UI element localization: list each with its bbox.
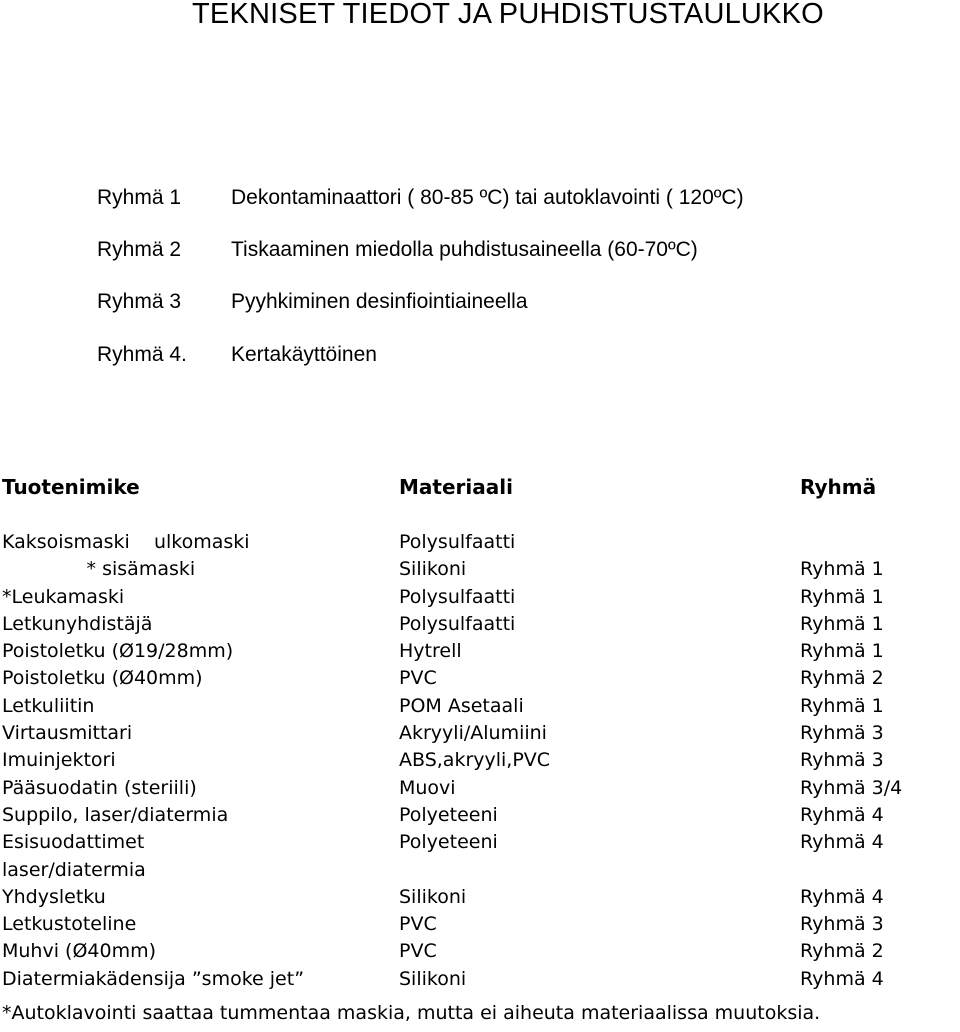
cell-product: Letkuliitin xyxy=(2,694,95,717)
cell-material: Hytrell xyxy=(399,640,462,663)
cell-group: Ryhmä 2 xyxy=(800,667,884,690)
cell-product: laser/diatermia xyxy=(2,858,146,881)
table-row xyxy=(0,611,960,638)
group-description: Tiskaaminen miedolla puhdistusaineella (60-70ºC) xyxy=(231,238,698,261)
header-group: Ryhmä xyxy=(800,475,877,499)
group-name: Ryhmä 1 xyxy=(97,186,182,209)
table-header xyxy=(0,475,960,505)
cell-material: Polyeteeni xyxy=(399,803,498,826)
table-row xyxy=(0,720,960,747)
group-description: Dekontaminaattori ( 80-85 ºC) tai autoklavointi ( 120ºC) xyxy=(231,186,744,209)
cell-material: ABS,akryyli,PVC xyxy=(399,749,551,772)
cell-group: Ryhmä 3 xyxy=(800,913,884,936)
cell-material: Polyeteeni xyxy=(399,831,498,854)
cell-product: * sisämaski xyxy=(2,558,196,581)
cell-group: Ryhmä 1 xyxy=(800,612,884,635)
header-product: Tuotenimike xyxy=(2,475,140,499)
cell-group: Ryhmä 4 xyxy=(800,803,884,826)
table-row xyxy=(0,857,960,884)
group-name: Ryhmä 3 xyxy=(97,290,182,313)
table-row xyxy=(0,693,960,720)
cell-material: Silikoni xyxy=(399,885,467,908)
table-row xyxy=(0,638,960,665)
cell-product: Virtausmittari xyxy=(2,722,133,745)
cell-group: Ryhmä 4 xyxy=(800,831,884,854)
table-row xyxy=(0,529,960,556)
cell-product: Suppilo, laser/diatermia xyxy=(2,803,229,826)
table-row xyxy=(0,884,960,911)
cell-product: Letkunyhdistäjä xyxy=(2,612,153,635)
cell-product: Yhdysletku xyxy=(2,885,106,908)
cell-product: Pääsuodatin (steriili) xyxy=(2,776,197,799)
cell-material: Silikoni xyxy=(399,967,467,990)
cell-material: PVC xyxy=(399,913,437,936)
footnote: *Autoklavointi saattaa tummentaa maskia, mutta ei aiheuta materiaalissa muutoksia. xyxy=(2,1002,821,1024)
table-row xyxy=(0,775,960,802)
header-material: Materiaali xyxy=(399,475,513,499)
table-row xyxy=(0,911,960,938)
table-row xyxy=(0,966,960,993)
cell-product: Poistoletku (Ø40mm) xyxy=(2,667,203,690)
table-row xyxy=(0,584,960,611)
cell-group: Ryhmä 1 xyxy=(800,694,884,717)
table-row xyxy=(0,556,960,583)
table-row xyxy=(0,938,960,965)
table-row xyxy=(0,802,960,829)
cell-material: Polysulfaatti xyxy=(399,612,516,635)
cell-material: POM Asetaali xyxy=(399,694,524,717)
group-description: Kertakäyttöinen xyxy=(231,343,377,366)
cell-product: Letkustoteline xyxy=(2,913,137,936)
cell-group: Ryhmä 1 xyxy=(800,640,884,663)
cell-group: Ryhmä 3 xyxy=(800,749,884,772)
group-description: Pyyhkiminen desinfiointiaineella xyxy=(231,290,528,313)
cell-product: *Leukamaski xyxy=(2,585,125,608)
product-table xyxy=(0,529,960,993)
group-name: Ryhmä 4. xyxy=(97,343,187,366)
group-name: Ryhmä 2 xyxy=(97,238,182,261)
cell-material: PVC xyxy=(399,667,437,690)
cell-group: Ryhmä 1 xyxy=(800,558,884,581)
cell-group: Ryhmä 3 xyxy=(800,722,884,745)
table-row xyxy=(0,747,960,774)
cell-product: Muhvi (Ø40mm) xyxy=(2,940,157,963)
cell-product: Esisuodattimet xyxy=(2,831,145,854)
table-row xyxy=(0,665,960,692)
cell-product: Imuinjektori xyxy=(2,749,116,772)
cell-material: Muovi xyxy=(399,776,456,799)
page-title: TEKNISET TIEDOT JA PUHDISTUSTAULUKKO xyxy=(192,0,824,30)
cell-material: Akryyli/Alumiini xyxy=(399,722,547,745)
cell-group: Ryhmä 2 xyxy=(800,940,884,963)
cell-group: Ryhmä 3/4 xyxy=(800,776,903,799)
cell-product: Kaksoismaski ulkomaski xyxy=(2,531,250,553)
cell-material: PVC xyxy=(399,940,437,963)
cell-group: Ryhmä 4 xyxy=(800,885,884,908)
cell-material: Silikoni xyxy=(399,558,467,581)
cell-material: Polysulfaatti xyxy=(399,585,516,608)
table-row xyxy=(0,829,960,856)
cell-product: Diatermiakädensija ”smoke jet” xyxy=(2,967,305,990)
cell-product: Poistoletku (Ø19/28mm) xyxy=(2,640,234,663)
cell-group: Ryhmä 1 xyxy=(800,585,884,608)
cell-group: Ryhmä 4 xyxy=(800,967,884,990)
cell-material: Polysulfaatti xyxy=(399,531,516,553)
